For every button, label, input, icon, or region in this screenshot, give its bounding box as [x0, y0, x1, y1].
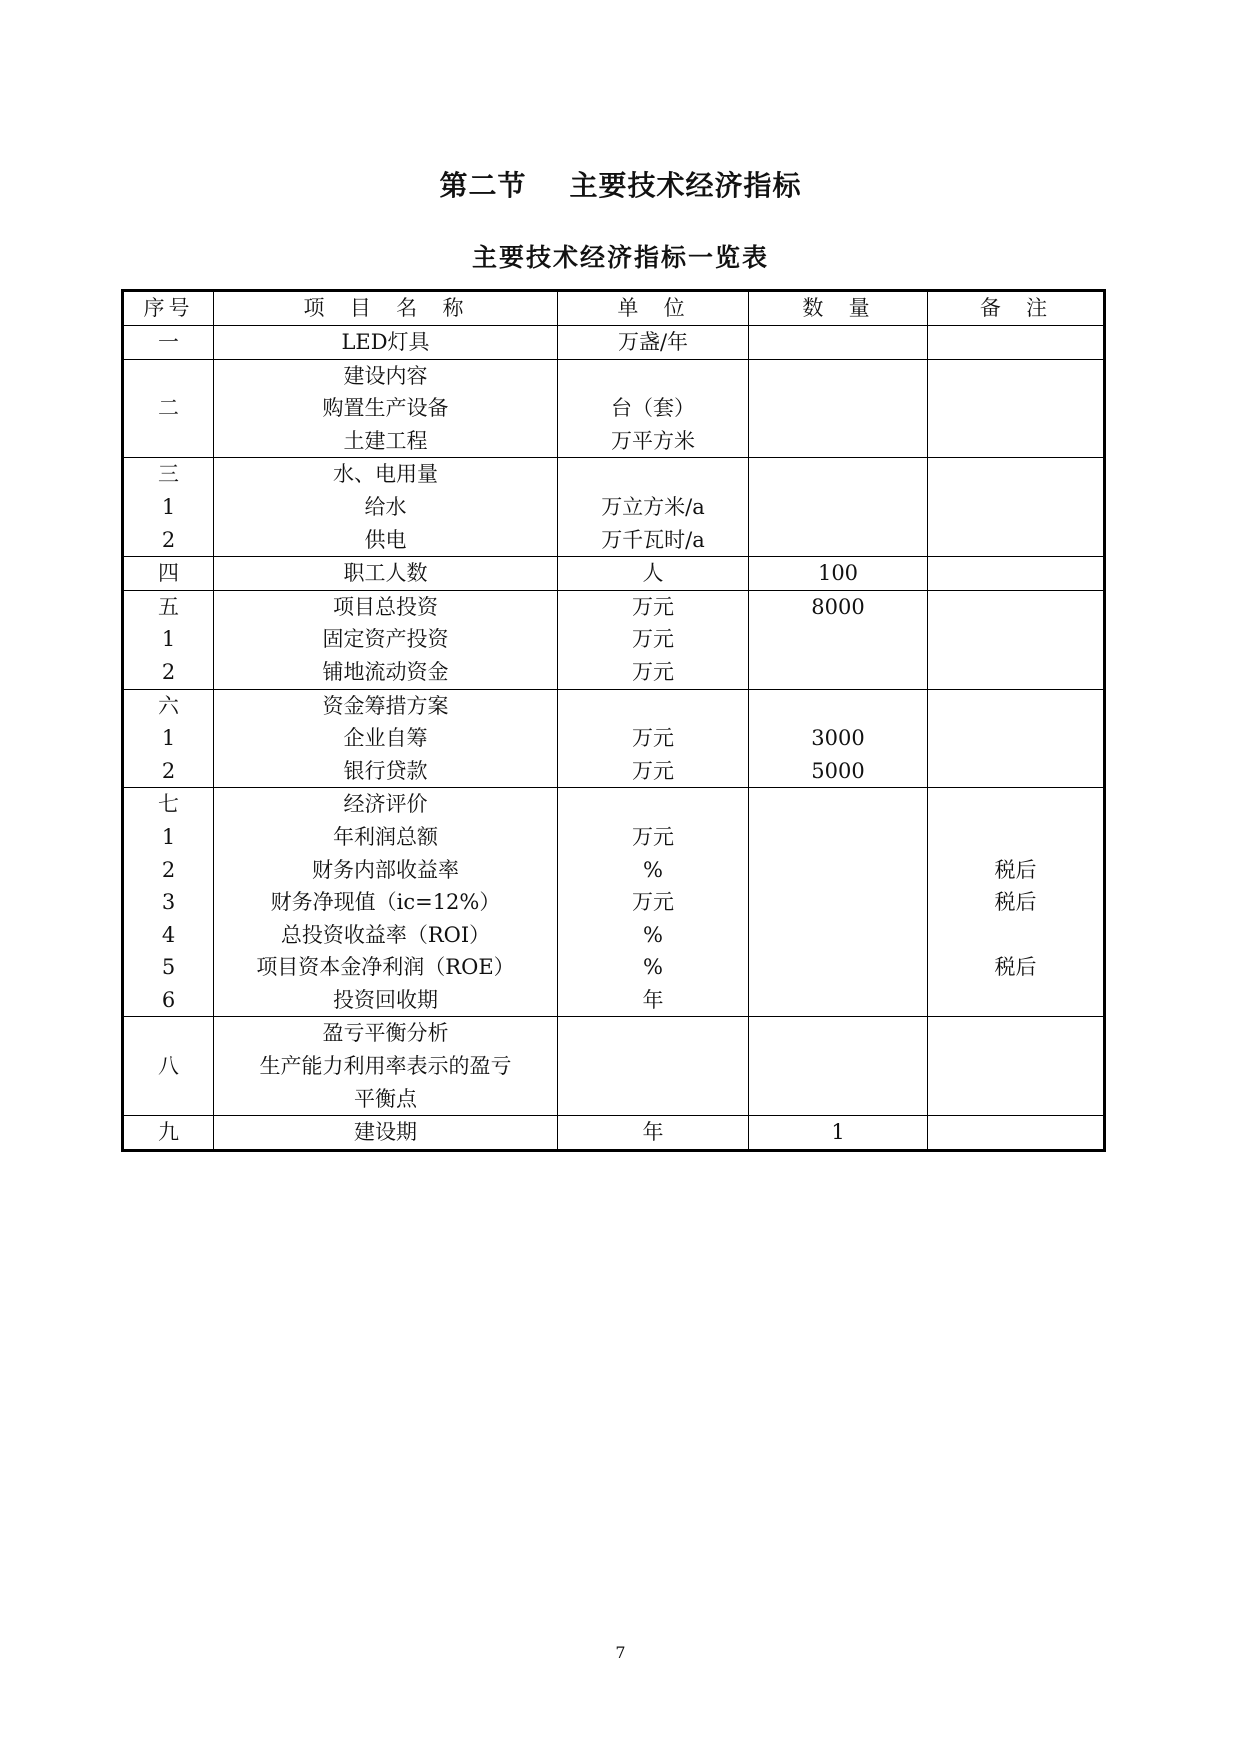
cell-quantity-line: 3000: [811, 726, 865, 751]
cell-item-line: 银行贷款: [343, 758, 428, 783]
cell-seq-line: 六: [158, 693, 179, 718]
cell-seq: [123, 326, 214, 360]
cell-quantity-line: [749, 425, 927, 458]
cell-item-line: 经济评价: [343, 792, 428, 817]
cell-quantity: [749, 689, 928, 788]
cell-quantity-line: [749, 656, 927, 689]
cell-unit-line: [558, 458, 748, 491]
cell-item-line: 财务净现值（iс=12%）: [270, 890, 501, 915]
cell-quantity-line: [749, 886, 927, 919]
cell-remark: [928, 590, 1105, 689]
cell-unit-line: 万元: [632, 824, 674, 849]
cell-unit-line: 台（套）: [611, 396, 695, 421]
cell-item: [214, 590, 558, 689]
cell-seq: [123, 689, 214, 788]
cell-remark-line: [928, 326, 1103, 359]
cell-seq-line: 5: [161, 955, 176, 980]
page-number: 7: [615, 1643, 626, 1662]
cell-remark-line: 税后: [994, 955, 1037, 980]
cell-unit-line: 万元: [632, 890, 674, 915]
cell-unit-line: 万元: [632, 758, 674, 783]
table-title: 主要技术经济指标一览表: [471, 243, 769, 272]
cell-remark: [928, 458, 1105, 557]
cell-unit-line: 万元: [632, 594, 674, 619]
cell-item-line: 职工人数: [343, 561, 428, 586]
cell-quantity: [749, 590, 928, 689]
cell-remark: [928, 359, 1105, 458]
table-row: [123, 557, 1105, 591]
cell-item-line: 企业自筹: [343, 726, 428, 751]
cell-remark-line: [928, 1050, 1103, 1083]
cell-seq-line: 四: [158, 561, 179, 586]
cell-quantity-line: 5000: [811, 758, 865, 783]
cell-quantity-line: [749, 788, 927, 821]
cell-remark-line: [928, 458, 1103, 491]
cell-item-line: 给水: [364, 494, 407, 519]
cell-quantity-line: [749, 524, 927, 557]
cell-remark-line: [928, 360, 1103, 393]
cell-quantity-line: [749, 326, 927, 359]
cell-quantity-line: [749, 1083, 927, 1116]
cell-remark-line: [928, 1017, 1103, 1050]
cell-remark-line: [928, 690, 1103, 723]
cell-unit-line: 年: [642, 987, 664, 1012]
cell-unit: [558, 326, 749, 360]
cell-unit-line: 万元: [632, 627, 674, 652]
cell-unit-line: 万元: [632, 659, 674, 684]
cell-remark: [928, 1017, 1105, 1116]
header-seq: 序号: [123, 291, 214, 326]
table-row: [123, 689, 1105, 788]
cell-seq: [123, 458, 214, 557]
cell-quantity-line: [749, 951, 927, 984]
cell-remark-line: [928, 557, 1103, 590]
cell-unit: [558, 689, 749, 788]
cell-remark: [928, 1116, 1105, 1151]
cell-seq-line: 1: [161, 494, 176, 519]
cell-quantity-line: [749, 984, 927, 1017]
cell-seq-line: 八: [158, 1054, 179, 1079]
indicators-table: [121, 289, 1106, 1152]
cell-item-line: 水、电用量: [333, 462, 438, 487]
cell-seq-line: 九: [158, 1120, 179, 1145]
cell-item-line: 建设期: [354, 1120, 417, 1145]
cell-unit-line: 万元: [632, 726, 674, 751]
cell-unit-line: %: [643, 922, 663, 947]
section-title: 第二节 主要技术经济指标: [439, 169, 802, 202]
cell-unit: [558, 458, 749, 557]
table-body: [123, 326, 1105, 1151]
cell-item: [214, 788, 558, 1017]
cell-unit-line: 年: [642, 1120, 664, 1145]
cell-item-line: 项目总投资: [333, 594, 438, 619]
cell-seq-line: 七: [158, 792, 179, 817]
cell-item-line: 平衡点: [354, 1086, 417, 1111]
cell-item: [214, 557, 558, 591]
cell-remark-line: [928, 623, 1103, 656]
cell-item-line: 铺地流动资金: [322, 659, 449, 684]
cell-quantity-line: [749, 1050, 927, 1083]
cell-quantity-line: [749, 821, 927, 854]
cell-unit: [558, 557, 749, 591]
cell-unit: [558, 590, 749, 689]
cell-seq-line: 1: [161, 726, 176, 751]
cell-item-line: 土建工程: [343, 428, 428, 453]
cell-item-line: 资金筹措方案: [322, 693, 449, 718]
cell-remark-line: [928, 788, 1103, 821]
cell-remark-line: [928, 984, 1103, 1017]
cell-seq: [123, 359, 214, 458]
header-row: [123, 291, 1105, 326]
cell-remark-line: 税后: [994, 857, 1037, 882]
cell-remark: [928, 326, 1105, 360]
cell-seq: [123, 1116, 214, 1151]
cell-seq-line: 2: [161, 857, 176, 882]
cell-item-line: 年利润总额: [333, 824, 438, 849]
cell-remark-line: [928, 392, 1103, 425]
cell-unit-line: %: [643, 857, 663, 882]
cell-unit-line: [558, 360, 748, 393]
cell-quantity: [749, 458, 928, 557]
cell-quantity-line: [749, 919, 927, 952]
cell-remark-line: [928, 591, 1103, 624]
cell-item-line: 建设内容: [343, 363, 428, 388]
header-item: 项 目 名 称: [214, 291, 558, 326]
cell-seq-line: 2: [161, 659, 176, 684]
cell-remark-line: [928, 524, 1103, 557]
cell-remark-line: [928, 1116, 1103, 1149]
cell-unit-line: 万盏/年: [617, 330, 689, 354]
cell-item: [214, 1116, 558, 1151]
cell-unit-line: %: [643, 955, 663, 980]
cell-quantity-line: [749, 491, 927, 524]
cell-seq-line: 3: [161, 890, 176, 915]
cell-quantity-line: [749, 1017, 927, 1050]
header-unit: 单 位: [558, 291, 749, 326]
cell-item-line: 项目资本金净利润（ROE）: [256, 955, 515, 980]
cell-seq-line: 2: [161, 527, 176, 552]
cell-remark: [928, 557, 1105, 591]
cell-unit: [558, 1017, 749, 1116]
table-row: [123, 458, 1105, 557]
table-row: [123, 1116, 1105, 1151]
cell-seq: [123, 557, 214, 591]
cell-item-line: 固定资产投资: [322, 627, 449, 652]
cell-item: [214, 689, 558, 788]
cell-remark-line: [928, 425, 1103, 458]
cell-remark: [928, 788, 1105, 1017]
cell-seq: [123, 788, 214, 1017]
cell-quantity-line: 8000: [811, 594, 865, 619]
cell-quantity-line: [749, 854, 927, 887]
table-row: [123, 359, 1105, 458]
cell-quantity-line: [749, 690, 927, 723]
cell-seq-line: 五: [158, 594, 179, 619]
cell-quantity: [749, 557, 928, 591]
cell-unit-line: [558, 690, 748, 723]
cell-seq-line: 二: [158, 396, 179, 421]
cell-seq-line: 1: [161, 824, 176, 849]
cell-item: [214, 458, 558, 557]
cell-quantity-line: [749, 458, 927, 491]
cell-item: [214, 1017, 558, 1116]
cell-item-line: 供电: [364, 527, 407, 552]
cell-quantity: [749, 1116, 928, 1151]
cell-seq-line: [124, 1083, 213, 1116]
cell-quantity: [749, 359, 928, 458]
cell-item-line: 总投资收益率（ROI）: [280, 922, 491, 947]
table-row: [123, 1017, 1105, 1116]
cell-remark-line: 税后: [994, 890, 1037, 915]
cell-seq-line: [124, 1017, 213, 1050]
cell-remark-line: [928, 491, 1103, 524]
cell-seq-line: 4: [161, 922, 176, 947]
cell-item-line: 财务内部收益率: [312, 857, 459, 882]
cell-item-line: 盈亏平衡分析: [322, 1021, 449, 1046]
table-row: [123, 788, 1105, 1017]
cell-quantity-line: [749, 360, 927, 393]
header-remark: 备 注: [928, 291, 1105, 326]
cell-quantity-line: [749, 392, 927, 425]
cell-remark: [928, 689, 1105, 788]
cell-item-line: 投资回收期: [333, 987, 438, 1012]
cell-unit: [558, 788, 749, 1017]
cell-unit-line: [558, 1050, 748, 1083]
cell-unit-line: 万平方米: [611, 428, 695, 453]
cell-remark-line: [928, 821, 1103, 854]
cell-item-line: 生产能力利用率表示的盈亏: [259, 1054, 512, 1079]
cell-unit-line: 人: [642, 561, 664, 586]
cell-seq-line: 2: [161, 758, 176, 783]
cell-remark-line: [928, 656, 1103, 689]
header-quantity: 数 量: [749, 291, 928, 326]
cell-quantity-line: [749, 623, 927, 656]
cell-item: [214, 326, 558, 360]
cell-seq: [123, 1017, 214, 1116]
table-row: [123, 326, 1105, 360]
cell-seq-line: 三: [158, 462, 179, 487]
table-row: [123, 590, 1105, 689]
cell-item-line: LED灯具: [341, 330, 430, 354]
cell-unit: [558, 1116, 749, 1151]
cell-remark-line: [928, 919, 1103, 952]
cell-quantity-line: 100: [817, 561, 859, 586]
cell-unit-line: [558, 1083, 748, 1116]
cell-remark-line: [928, 722, 1103, 755]
cell-quantity: [749, 326, 928, 360]
cell-unit-line: [558, 1017, 748, 1050]
cell-unit-line: 万千瓦时/a: [601, 527, 705, 552]
cell-seq: [123, 590, 214, 689]
cell-seq-line: 1: [161, 627, 176, 652]
cell-quantity: [749, 788, 928, 1017]
cell-seq-line: 6: [161, 987, 176, 1012]
cell-seq-line: 一: [158, 330, 179, 354]
cell-remark-line: [928, 755, 1103, 788]
cell-unit: [558, 359, 749, 458]
cell-unit-line: 万立方米/a: [601, 494, 705, 519]
cell-item-line: 购置生产设备: [322, 396, 449, 421]
cell-remark-line: [928, 1083, 1103, 1116]
cell-quantity-line: 1: [831, 1120, 845, 1145]
cell-unit-line: [558, 788, 748, 821]
cell-quantity: [749, 1017, 928, 1116]
cell-item: [214, 359, 558, 458]
